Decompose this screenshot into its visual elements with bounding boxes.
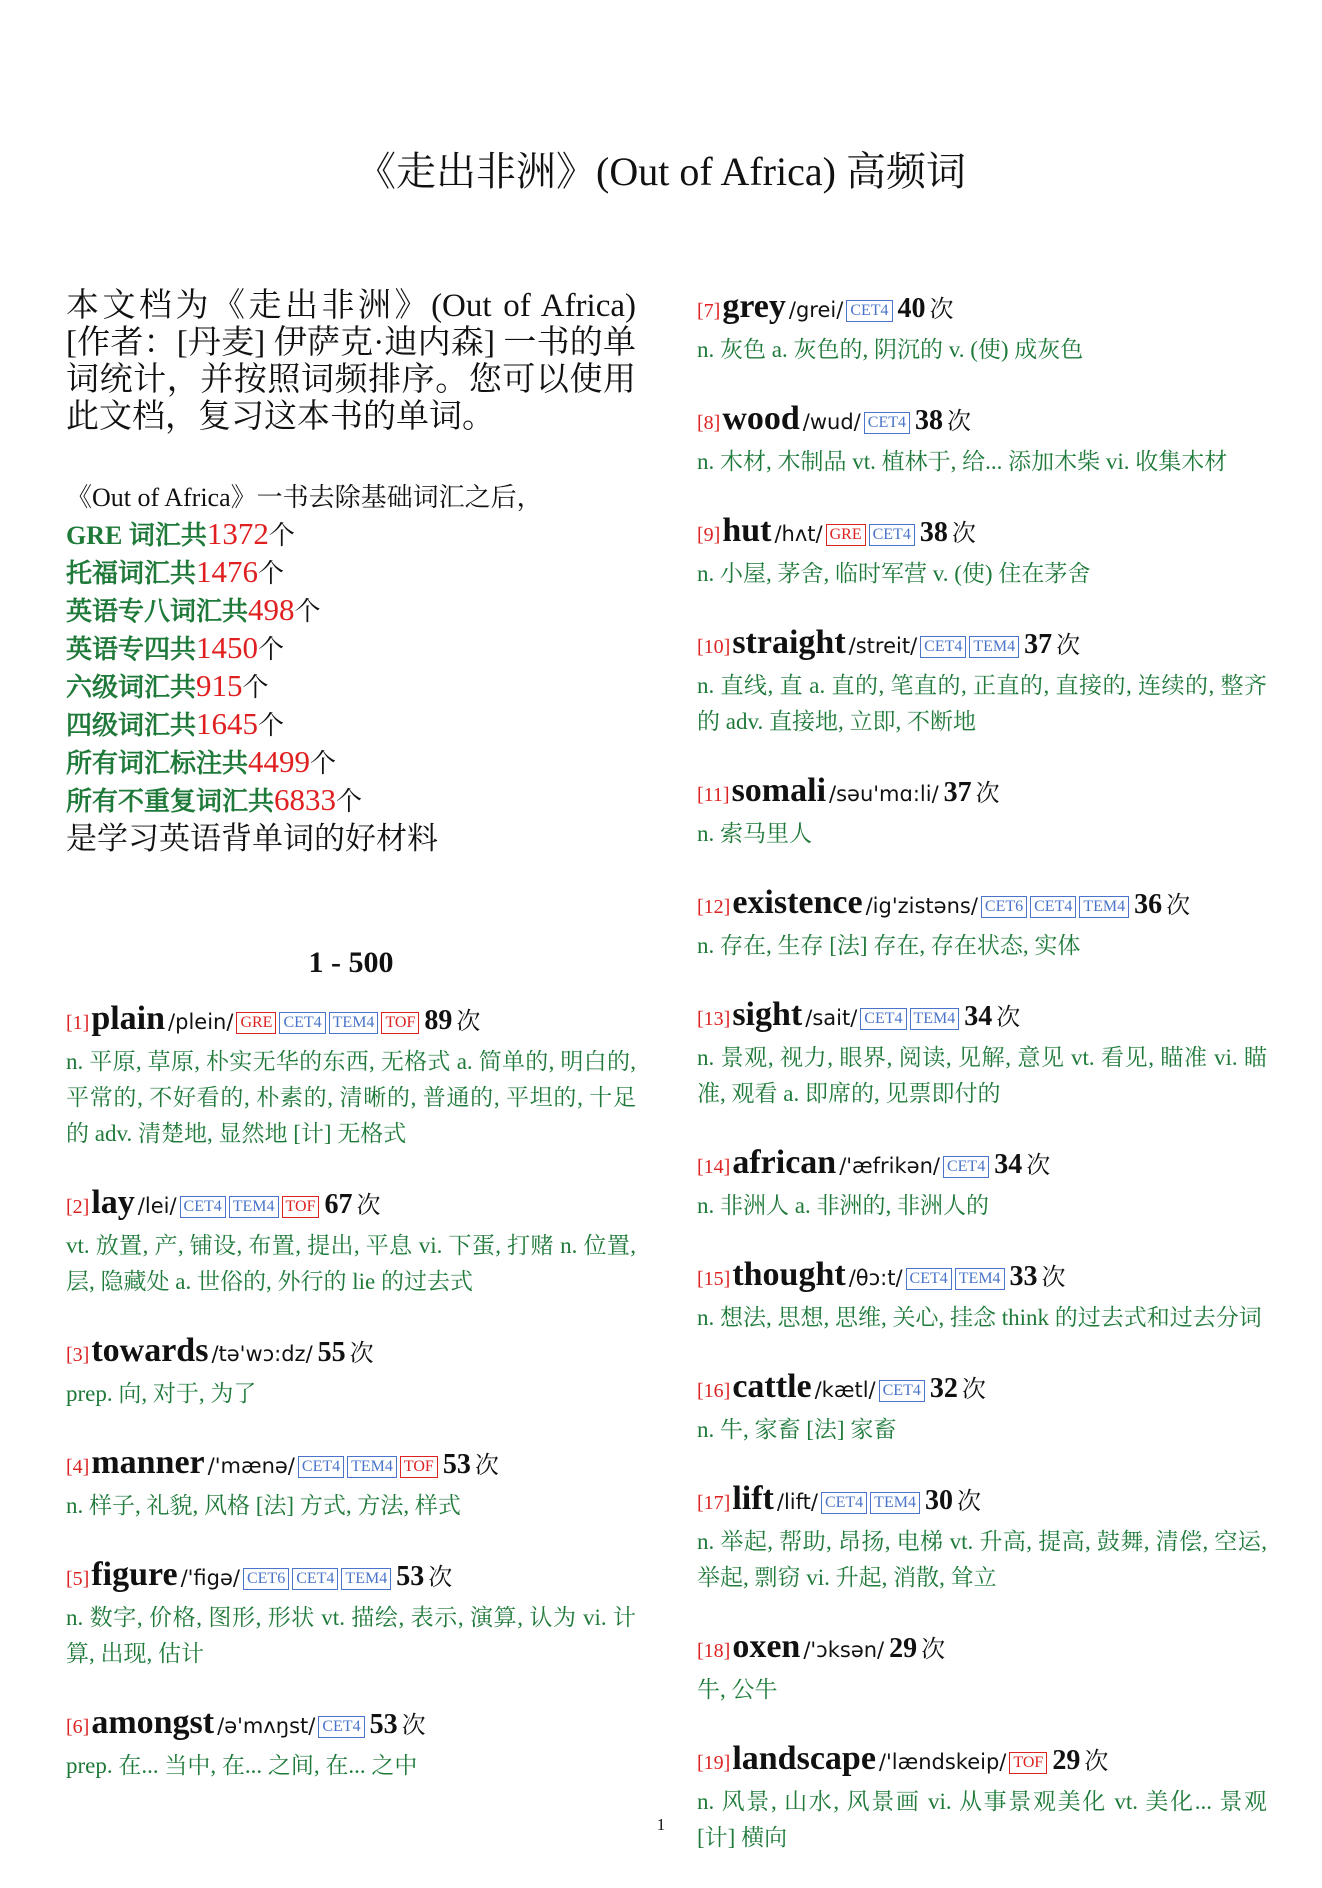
entry-definition: 牛, 公牛 <box>697 1677 778 1702</box>
entry-count: 37 <box>1024 629 1053 660</box>
entry-phonetic: /'figə/ <box>180 1566 240 1590</box>
stat-label: 四级词汇共 <box>66 711 197 740</box>
entry-word: wood <box>722 400 800 437</box>
entry-index: [7] <box>697 300 721 322</box>
exam-tag: CET4 <box>869 524 915 546</box>
stat-value: 1645 <box>196 706 259 741</box>
entry-definition: n. 平原, 草原, 朴实无华的东西, 无格式 a. 简单的, 明白的, 平常的, 不好看的, 朴素的, 清晰的, 普通的, 平坦的, 十足的 adv. 清楚地, 显然地 [计] 无格式 <box>66 1049 636 1146</box>
entry-phonetic: /grei/ <box>788 298 844 322</box>
exam-tag: TOF <box>1009 1752 1047 1774</box>
entry-count: 53 <box>442 1449 471 1480</box>
word-entry <box>697 996 1267 1112</box>
entry-word: thought <box>732 1256 846 1293</box>
entry-phonetic: /wud/ <box>802 410 861 434</box>
entry-count: 29 <box>1052 1745 1081 1776</box>
exam-tag: CET4 <box>298 1456 344 1478</box>
entry-word: somali <box>731 772 827 809</box>
exam-tag: CET6 <box>243 1568 289 1590</box>
stat-line <box>66 744 636 782</box>
exam-tag: CET4 <box>292 1568 338 1590</box>
entry-head <box>697 1628 1267 1672</box>
word-entry <box>66 1000 636 1152</box>
entry-definition: n. 数字, 价格, 图形, 形状 vt. 描绘, 表示, 演算, 认为 vi. 计算, 出现, 估计 <box>66 1605 636 1666</box>
entry-word: landscape <box>732 1740 876 1777</box>
count-unit: 次 <box>474 1453 499 1479</box>
stat-value: 498 <box>248 592 295 627</box>
entry-definition: n. 存在, 生存 [法] 存在, 存在状态, 实体 <box>697 933 1081 958</box>
word-entry <box>697 1144 1267 1224</box>
word-entry <box>697 772 1267 852</box>
stat-label: 六级词汇共 <box>66 673 197 702</box>
entry-definition: prep. 向, 对于, 为了 <box>66 1381 257 1406</box>
stat-label: 所有词汇标注共 <box>66 749 249 778</box>
entry-head <box>697 884 1267 928</box>
count-unit: 次 <box>1056 633 1081 659</box>
exam-tag: TEM4 <box>341 1568 391 1590</box>
entry-index: [10] <box>697 636 731 658</box>
entry-word: sight <box>732 996 803 1033</box>
entry-index: [19] <box>697 1752 731 1774</box>
stat-line <box>66 554 636 592</box>
word-entry <box>697 1256 1267 1336</box>
count-unit: 次 <box>1026 1153 1051 1179</box>
entry-phonetic: /kætl/ <box>814 1378 876 1402</box>
count-unit: 次 <box>1166 893 1191 919</box>
exam-tag: TOF <box>381 1012 419 1034</box>
entry-phonetic: /'mænə/ <box>207 1454 295 1478</box>
entry-head <box>697 512 1267 556</box>
entry-head <box>697 1368 1267 1412</box>
entry-index: [16] <box>697 1380 731 1402</box>
entry-head <box>697 1480 1267 1524</box>
stat-line <box>66 706 636 744</box>
word-entry <box>697 624 1267 740</box>
entry-definition: n. 直线, 直 a. 直的, 笔直的, 正直的, 直接的, 连续的, 整齐的 adv. 直接地, 立即, 不断地 <box>697 673 1267 734</box>
entry-word: plain <box>91 1000 166 1037</box>
entry-head <box>66 1000 636 1044</box>
entry-phonetic: /səu'mɑ:li/ <box>829 782 939 806</box>
word-entry <box>697 884 1267 964</box>
stat-line <box>66 592 636 630</box>
entry-index: [15] <box>697 1268 731 1290</box>
count-unit: 次 <box>996 1005 1021 1031</box>
exam-tag: CET4 <box>821 1492 867 1514</box>
stat-unit: 个 <box>258 559 285 588</box>
entry-index: [6] <box>66 1716 90 1738</box>
entry-head <box>697 1256 1267 1300</box>
exam-tag: CET4 <box>1030 896 1076 918</box>
entry-definition: n. 风景, 山水, 风景画 vi. 从事景观美化 vt. 美化... 景观 [计] 横向 <box>697 1789 1267 1850</box>
entry-word: oxen <box>732 1628 801 1665</box>
stat-value: 6833 <box>274 782 337 817</box>
page-number: 1 <box>656 1815 666 1834</box>
entry-head <box>697 400 1267 444</box>
entry-index: [17] <box>697 1492 731 1514</box>
entry-index: [9] <box>697 524 721 546</box>
exam-tag: CET4 <box>318 1716 364 1738</box>
entry-definition: vt. 放置, 产, 铺设, 布置, 提出, 平息 vi. 下蛋, 打赌 n. 位置, 层, 隐藏处 a. 世俗的, 外行的 lie 的过去式 <box>66 1233 636 1294</box>
entry-word: hut <box>722 512 772 549</box>
entry-count: 37 <box>943 777 972 808</box>
entry-count: 30 <box>924 1485 953 1516</box>
entry-head <box>66 1332 636 1376</box>
left-entries-list <box>66 1000 636 1784</box>
entry-count: 67 <box>324 1189 353 1220</box>
stat-unit: 个 <box>336 787 363 816</box>
entry-count: 38 <box>914 405 943 436</box>
exam-tag: CET4 <box>180 1196 226 1218</box>
stat-label: GRE 词汇共 <box>66 521 207 550</box>
entry-word: towards <box>91 1332 209 1369</box>
entry-head <box>66 1444 636 1488</box>
entry-phonetic: /tə'wɔ:dz/ <box>211 1342 313 1366</box>
entry-definition: prep. 在... 当中, 在... 之间, 在... 之中 <box>66 1753 418 1778</box>
exam-tag: CET4 <box>279 1012 325 1034</box>
entry-phonetic: /streit/ <box>848 634 918 658</box>
entry-definition: n. 小屋, 茅舍, 临时军营 v. (使) 住在茅舍 <box>697 561 1091 586</box>
entry-index: [14] <box>697 1156 731 1178</box>
exam-tag: CET4 <box>879 1380 925 1402</box>
entry-phonetic: /hʌt/ <box>774 522 823 546</box>
exam-tag: CET6 <box>981 896 1027 918</box>
entry-word: amongst <box>91 1704 215 1741</box>
count-unit: 次 <box>951 521 976 547</box>
stats-closing: 是学习英语背单词的好材料 <box>66 821 438 856</box>
exam-tag: TOF <box>400 1456 438 1478</box>
entry-word: existence <box>732 884 863 921</box>
entry-count: 89 <box>424 1005 453 1036</box>
stat-value: 4499 <box>248 744 311 779</box>
count-unit: 次 <box>946 409 971 435</box>
entry-head <box>697 1740 1267 1784</box>
entry-word: grey <box>722 288 786 325</box>
entry-definition: n. 牛, 家畜 [法] 家畜 <box>697 1417 897 1442</box>
entry-definition: n. 索马里人 <box>697 821 812 846</box>
count-unit: 次 <box>921 1637 946 1663</box>
entry-word: lift <box>732 1480 774 1517</box>
stat-line <box>66 516 636 554</box>
word-entry <box>66 1184 636 1300</box>
exam-tag: TEM4 <box>329 1012 379 1034</box>
entry-definition: n. 想法, 思想, 思维, 关心, 挂念 think 的过去式和过去分词 <box>697 1305 1262 1330</box>
entry-head <box>697 1144 1267 1188</box>
entry-count: 29 <box>889 1633 918 1664</box>
entry-index: [4] <box>66 1456 90 1478</box>
entry-head <box>66 1184 636 1228</box>
word-entry <box>66 1332 636 1412</box>
right-column <box>697 288 1267 1888</box>
count-unit: 次 <box>401 1713 426 1739</box>
entry-phonetic: /lift/ <box>776 1490 818 1514</box>
stat-value: 1450 <box>196 630 259 665</box>
entry-word: straight <box>732 624 846 661</box>
stat-value: 915 <box>196 668 243 703</box>
entry-index: [5] <box>66 1568 90 1590</box>
stat-unit: 个 <box>310 749 337 778</box>
exam-tag: CET4 <box>864 412 910 434</box>
stat-unit: 个 <box>268 521 295 550</box>
entry-index: [8] <box>697 412 721 434</box>
entry-count: 32 <box>929 1373 958 1404</box>
exam-tag: TEM4 <box>229 1196 279 1218</box>
entry-word: manner <box>91 1444 205 1481</box>
entry-count: 53 <box>396 1561 425 1592</box>
exam-tag: CET4 <box>860 1008 906 1030</box>
word-entry <box>697 400 1267 480</box>
entry-phonetic: /'ɔksən/ <box>803 1638 885 1662</box>
exam-tag: TEM4 <box>870 1492 920 1514</box>
entry-head <box>66 1556 636 1600</box>
stats-intro: 《Out of Africa》一书去除基础词汇之后， <box>66 483 543 512</box>
stat-line <box>66 668 636 706</box>
entry-count: 53 <box>369 1709 398 1740</box>
count-unit: 次 <box>956 1489 981 1515</box>
word-entry <box>66 1556 636 1672</box>
entry-phonetic: /ig'zistəns/ <box>865 894 978 918</box>
stat-line <box>66 630 636 668</box>
stat-unit: 个 <box>258 711 285 740</box>
word-entry <box>697 1628 1267 1708</box>
stat-unit: 个 <box>242 673 269 702</box>
word-entry <box>697 288 1267 368</box>
exam-tag: TEM4 <box>347 1456 397 1478</box>
entry-word: figure <box>91 1556 178 1593</box>
exam-tag: TEM4 <box>1079 896 1129 918</box>
entry-definition: n. 灰色 a. 灰色的, 阴沉的 v. (使) 成灰色 <box>697 337 1084 362</box>
entry-count: 40 <box>897 293 926 324</box>
entry-index: [2] <box>66 1196 90 1218</box>
exam-tag: CET4 <box>846 300 892 322</box>
entry-count: 34 <box>964 1001 993 1032</box>
entry-word: lay <box>91 1184 135 1221</box>
stat-label: 托福词汇共 <box>66 559 197 588</box>
stat-unit: 个 <box>258 635 285 664</box>
entry-head <box>697 996 1267 1040</box>
entry-definition: n. 样子, 礼貌, 风格 [法] 方式, 方法, 样式 <box>66 1493 461 1518</box>
entry-count: 36 <box>1134 889 1163 920</box>
entry-head <box>697 624 1267 668</box>
count-unit: 次 <box>456 1009 481 1035</box>
exam-tag: TEM4 <box>969 636 1019 658</box>
exam-tag: TEM4 <box>910 1008 960 1030</box>
entry-count: 38 <box>919 517 948 548</box>
entry-head <box>66 1704 636 1748</box>
entry-index: [18] <box>697 1640 731 1662</box>
entry-phonetic: /'æfrikən/ <box>839 1154 940 1178</box>
exam-tag: CET4 <box>920 636 966 658</box>
entry-index: [1] <box>66 1012 90 1034</box>
count-unit: 次 <box>1041 1265 1066 1291</box>
word-entry <box>66 1444 636 1524</box>
entry-phonetic: /ə'mʌŋst/ <box>217 1714 316 1738</box>
stat-value: 1476 <box>196 554 259 589</box>
entry-definition: n. 举起, 帮助, 昂扬, 电梯 vt. 升高, 提高, 鼓舞, 清偿, 空运, 举起, 剽窃 vi. 升起, 消散, 耸立 <box>697 1529 1267 1590</box>
entry-index: [11] <box>697 784 730 806</box>
exam-tag: TOF <box>282 1196 320 1218</box>
entry-definition: n. 木材, 木制品 vt. 植林于, 给... 添加木柴 vi. 收集木材 <box>697 449 1228 474</box>
entry-count: 33 <box>1009 1261 1038 1292</box>
entry-definition: n. 非洲人 a. 非洲的, 非洲人的 <box>697 1193 989 1218</box>
count-unit: 次 <box>428 1565 453 1591</box>
entry-definition: n. 景观, 视力, 眼界, 阅读, 见解, 意见 vt. 看见, 瞄准 vi. 瞄准, 观看 a. 即席的, 见票即付的 <box>697 1045 1267 1106</box>
count-unit: 次 <box>975 781 1000 807</box>
left-column <box>66 288 636 1816</box>
count-unit: 次 <box>929 297 954 323</box>
stat-label: 英语专八词汇共 <box>66 597 249 626</box>
stats-list <box>66 516 636 820</box>
entry-phonetic: /'lændskeip/ <box>878 1750 1007 1774</box>
count-unit: 次 <box>1084 1749 1109 1775</box>
entry-phonetic: /lei/ <box>137 1194 177 1218</box>
word-entry <box>66 1704 636 1784</box>
word-entry <box>697 512 1267 592</box>
page-title: 《走出非洲》(Out of Africa) 高频词 <box>356 149 966 194</box>
entry-index: [12] <box>697 896 731 918</box>
exam-tag: GRE <box>236 1012 276 1034</box>
entry-count: 55 <box>317 1337 346 1368</box>
entry-phonetic: /sait/ <box>805 1006 858 1030</box>
stat-value: 1372 <box>206 516 269 551</box>
intro-paragraph: 本文档为《走出非洲》(Out of Africa)[作者：[丹麦] 伊萨克·迪内森] 一书的单词统计，并按照词频排序。您可以使用此文档，复习这本书的单词。 <box>66 288 636 435</box>
entry-phonetic: /plein/ <box>168 1010 234 1034</box>
entry-count: 34 <box>994 1149 1023 1180</box>
count-unit: 次 <box>961 1377 986 1403</box>
exam-tag: CET4 <box>943 1156 989 1178</box>
entry-head <box>697 772 1267 816</box>
count-unit: 次 <box>356 1193 381 1219</box>
exam-tag: TEM4 <box>955 1268 1005 1290</box>
exam-tag: GRE <box>826 524 866 546</box>
entry-head <box>697 288 1267 332</box>
stat-label: 英语专四共 <box>66 635 197 664</box>
stat-line <box>66 782 636 820</box>
word-entry <box>697 1740 1267 1856</box>
range-title: 1 - 500 <box>308 946 394 979</box>
entry-phonetic: /θɔ:t/ <box>848 1266 903 1290</box>
vocabulary-stats <box>66 480 636 858</box>
entry-word: african <box>732 1144 837 1181</box>
stat-label: 所有不重复词汇共 <box>66 787 275 816</box>
entry-word: cattle <box>732 1368 812 1405</box>
word-entry <box>697 1368 1267 1448</box>
entry-index: [13] <box>697 1008 731 1030</box>
right-entries-list <box>697 288 1267 1856</box>
exam-tag: CET4 <box>906 1268 952 1290</box>
entry-index: [3] <box>66 1344 90 1366</box>
count-unit: 次 <box>349 1341 374 1367</box>
word-entry <box>697 1480 1267 1596</box>
stat-unit: 个 <box>294 597 321 626</box>
